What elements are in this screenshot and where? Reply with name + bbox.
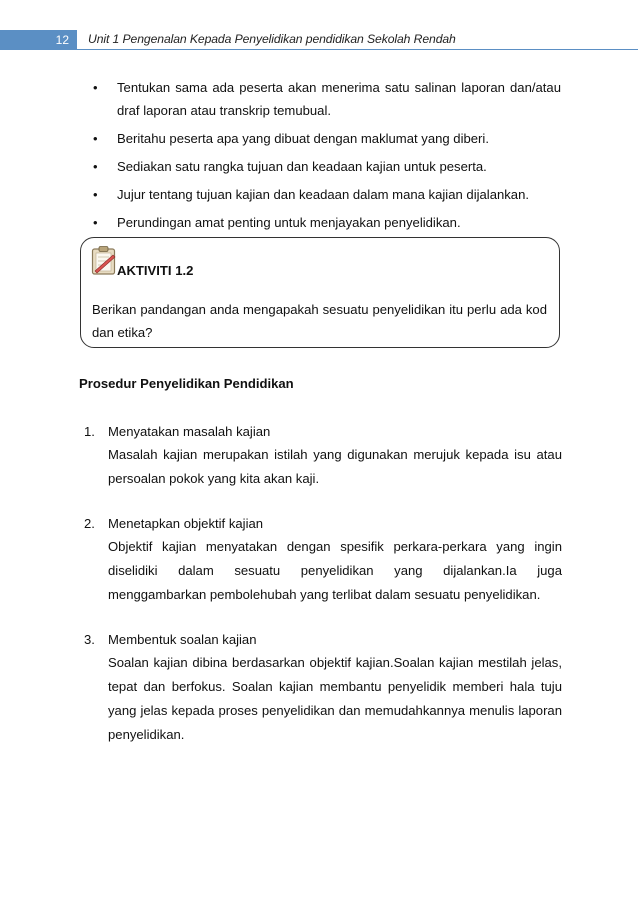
bullet-icon: • bbox=[93, 187, 98, 202]
step-number: 2. bbox=[84, 516, 95, 531]
bullet-text: Beritahu peserta apa yang dibuat dengan maklumat yang diberi. bbox=[117, 131, 489, 146]
procedure-step bbox=[84, 628, 562, 747]
step-heading: Menetapkan objektif kajian bbox=[108, 516, 264, 531]
step-number: 3. bbox=[84, 632, 95, 647]
bullet-item bbox=[93, 155, 561, 178]
procedure-step bbox=[84, 512, 562, 607]
bullet-item bbox=[93, 211, 561, 234]
procedure-list bbox=[84, 420, 562, 768]
bullet-icon: • bbox=[93, 215, 98, 230]
step-description: Masalah kajian merupakan istilah yang digunakan merujuk kepada isu atau persoalan pokok yang kita akan kaji. bbox=[108, 447, 562, 486]
bullet-item bbox=[93, 76, 561, 122]
page-number: 12 bbox=[0, 30, 77, 50]
bullet-item bbox=[93, 183, 561, 206]
section-heading: Prosedur Penyelidikan Pendidikan bbox=[79, 376, 294, 391]
bullet-text: Tentukan sama ada peserta akan menerima satu salinan laporan dan/atau draf laporan atau transkrip temubual. bbox=[117, 80, 561, 118]
bullet-icon: • bbox=[93, 159, 98, 174]
step-number: 1. bbox=[84, 424, 95, 439]
page-header bbox=[0, 30, 638, 50]
ethics-bullet-list bbox=[93, 76, 561, 239]
bullet-icon: • bbox=[93, 80, 98, 95]
activity-title: AKTIVITI 1.2 bbox=[117, 263, 194, 278]
bullet-text: Jujur tentang tujuan kajian dan keadaan dalam mana kajian dijalankan. bbox=[117, 187, 530, 202]
step-heading: Membentuk soalan kajian bbox=[108, 632, 257, 647]
bullet-text: Sediakan satu rangka tujuan dan keadaan kajian untuk peserta. bbox=[117, 159, 487, 174]
bullet-icon: • bbox=[93, 131, 98, 146]
clipboard-icon bbox=[91, 245, 117, 275]
procedure-step bbox=[84, 420, 562, 491]
bullet-item bbox=[93, 127, 561, 150]
running-title: Unit 1 Pengenalan Kepada Penyelidikan pendidikan Sekolah Rendah bbox=[88, 32, 456, 46]
header-rule bbox=[77, 49, 638, 50]
activity-question: Berikan pandangan anda mengapakah sesuatu penyelidikan itu perlu ada kod dan etika? bbox=[92, 302, 547, 340]
step-heading: Menyatakan masalah kajian bbox=[108, 424, 271, 439]
step-description: Objektif kajian menyatakan dengan spesifik perkara-perkara yang ingin diselidiki dalam sesuatu penyelidikan yang dijalankan.Ia juga menggambarkan pembolehubah yang terlibat dalam sesuatu penyelidikan. bbox=[108, 539, 562, 602]
bullet-text: Perundingan amat penting untuk menjayakan penyelidikan. bbox=[117, 215, 461, 230]
step-description: Soalan kajian dibina berdasarkan objektif kajian.Soalan kajian mestilah jelas, tepat dan berfokus. Soalan kajian membantu penyelidik memberi hala tuju yang jelas kepada proses penyelidikan dan memudahkannya menulis laporan penyelidikan. bbox=[108, 655, 562, 742]
activity-box bbox=[80, 237, 560, 348]
